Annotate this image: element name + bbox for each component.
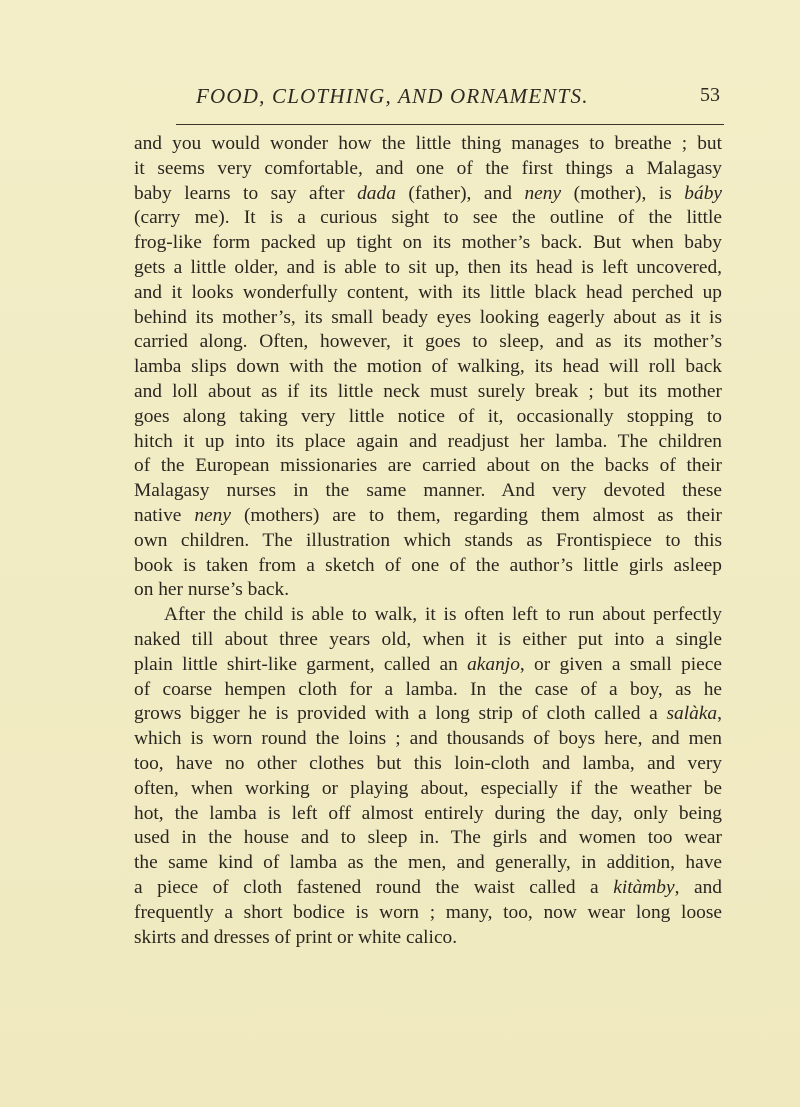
text-line — [134, 578, 722, 603]
text-line — [134, 157, 722, 182]
text-run: frog-like form packed up tight on its mother’s back. But when baby — [134, 232, 722, 254]
text-run: it seems very comfortable, and one of the first things a Malagasy — [134, 157, 722, 179]
text-run: naked till about three years old, when it is either put into a single — [134, 628, 722, 650]
text-run: (mother), is — [561, 182, 685, 204]
text-line — [134, 306, 722, 331]
text-line — [134, 603, 722, 628]
text-run: of coarse hempen cloth for a lamba. In the case of a boy, as he — [134, 678, 722, 700]
text-line — [134, 876, 722, 901]
text-run: own children. The illustration which stands as Frontispiece to this — [134, 529, 722, 551]
text-run: Malagasy nurses in the same manner. And very devoted these — [134, 480, 722, 502]
text-line — [134, 901, 722, 926]
text-run: carried along. Often, however, it goes to sleep, and as its mother’s — [134, 331, 722, 353]
text-run: (father), and — [395, 182, 525, 204]
italic-term: salàka — [666, 703, 718, 725]
body-text — [134, 132, 722, 950]
text-run: gets a little older, and is able to sit up, then its head is left uncovered, — [134, 256, 722, 278]
text-run: behind its mother’s, its small beady eyes looking eagerly about as it is — [134, 306, 722, 328]
italic-term: neny — [194, 504, 231, 526]
italic-term: akanjo — [467, 653, 520, 675]
text-run: too, have no other clothes but this loin-cloth and lamba, and very — [134, 752, 722, 774]
text-line — [134, 281, 722, 306]
text-run: on her nurse’s back. — [134, 579, 290, 601]
italic-term: báby — [684, 182, 722, 204]
text-line — [134, 554, 722, 579]
text-run: baby learns to say after — [134, 182, 358, 204]
text-line — [134, 727, 722, 752]
text-line — [134, 330, 722, 355]
text-run: , or given a small piece — [519, 653, 722, 675]
text-run: a piece of cloth fastened round the waist called a — [134, 876, 614, 898]
text-run: used in the house and to sleep in. The girls and women too wear — [134, 827, 722, 849]
text-run: After the child is able to walk, it is often left to run about perfectly — [164, 604, 722, 626]
text-run: book is taken from a sketch of one of the author’s little girls asleep — [134, 554, 722, 576]
text-line — [134, 678, 722, 703]
text-line — [134, 256, 722, 281]
text-run: plain little shirt-like garment, called an — [134, 653, 468, 675]
text-run: (carry me). It is a curious sight to see the outline of the little — [134, 207, 722, 229]
text-run: and it looks wonderfully content, with its little black head perched up — [134, 281, 722, 303]
text-run: and loll about as if its little neck must surely break ; but its mother — [134, 380, 722, 402]
text-run: skirts and dresses of print or white calico. — [134, 926, 458, 948]
text-line — [134, 653, 722, 678]
text-line — [134, 802, 722, 827]
paragraph — [134, 603, 722, 950]
text-line — [134, 826, 722, 851]
text-run: frequently a short bodice is worn ; many, too, now wear long loose — [134, 901, 722, 923]
text-run: (mothers) are to them, regarding them almost as their — [230, 504, 722, 526]
text-line — [134, 529, 722, 554]
text-line — [134, 926, 722, 951]
page-number: 53 — [700, 84, 720, 106]
text-line — [134, 206, 722, 231]
text-line — [134, 132, 722, 157]
text-line — [134, 355, 722, 380]
text-line — [134, 702, 722, 727]
text-line — [134, 479, 722, 504]
text-run: hitch it up into its place again and readjust her lamba. The children — [134, 430, 722, 452]
text-line — [134, 628, 722, 653]
text-run: hot, the lamba is left off almost entirely during the day, only being — [134, 802, 722, 824]
italic-term: neny — [524, 182, 562, 204]
text-run: often, when working or playing about, especially if the weather be — [134, 777, 722, 799]
text-run: native — [134, 504, 195, 526]
text-run: the same kind of lamba as the men, and generally, in addition, have — [134, 852, 722, 874]
text-line — [134, 752, 722, 777]
header-rule — [176, 124, 724, 125]
text-line — [134, 454, 722, 479]
text-line — [134, 777, 722, 802]
page-header — [180, 84, 720, 114]
text-run: and you would wonder how the little thing manages to breathe ; but — [134, 133, 722, 154]
text-line — [134, 405, 722, 430]
text-line — [134, 430, 722, 455]
text-run: , — [717, 703, 722, 725]
text-run: grows bigger he is provided with a long strip of cloth called a — [134, 703, 667, 725]
text-run: , and — [674, 876, 722, 898]
text-line — [134, 231, 722, 256]
text-line — [134, 504, 722, 529]
paragraph — [134, 132, 722, 603]
running-title: FOOD, CLOTHING, AND ORNAMENTS. — [196, 84, 589, 108]
text-line — [134, 851, 722, 876]
italic-term: dada — [357, 182, 396, 204]
text-line — [134, 182, 722, 207]
text-run: goes along taking very little notice of it, occasionally stopping to — [134, 405, 722, 427]
text-run: which is worn round the loins ; and thousands of boys here, and men — [134, 728, 722, 750]
text-run: lamba slips down with the motion of walking, its head will roll back — [134, 356, 722, 378]
text-run: of the European missionaries are carried about on the backs of their — [134, 455, 722, 477]
text-line — [134, 380, 722, 405]
italic-term: kitàmby — [613, 876, 675, 898]
